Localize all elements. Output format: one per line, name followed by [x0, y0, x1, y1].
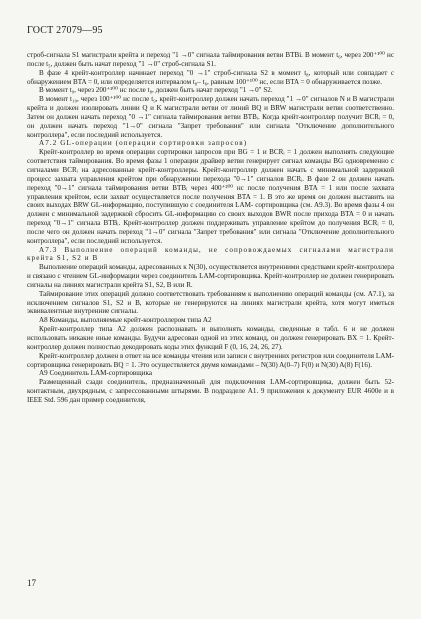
document-header: ГОСТ 27079—95 [27, 25, 103, 36]
paragraph: Выполнение операций команды, адресованных к N(30), осуществляется внутренними средствами крейт-контроллера и связано с чтением GL-информации через соединитель LAM-сортировщика. Крейт-контроллер не должен генерировать сигналы на линиях магистрали крейта S1, S2, B или R. [27, 263, 394, 289]
section-heading: А8 Команды, выполняемые крейт-контроллером типа A2 [39, 316, 212, 325]
paragraph: строб-сигнала S1 магистрали крейта и переход "1 →0" сигнала таймирования ветви BTBi. В момент t₆, через 200⁺¹⁰⁰ нс после t₅, должен быть начат переход "1 →0" строб-сигнала S1. [27, 51, 394, 68]
paragraph: Размещенный сзади соединитель, предназначенный для подключения LAM-сортировщика, должен быть 52-контактным, двухрядным, с запрессованными штырями. В подразделе A1. 9 приложения к документу EUR 4600e и в IEEE Std. 596 дан пример соединителя, [27, 378, 394, 404]
page-number: 17 [27, 578, 36, 588]
paragraph: Крейт-контроллер типа A2 должен распознавать и выполнять команды, сведенные в табл. 6 и не должен использовать никакие иные команды. Будучи адресован одной из этих команд, он должен генерировать BX = 1. Крейт-контроллер должен полностью декодировать коды этих функций F (0, 16, 24, 26, 27). [27, 325, 394, 351]
paragraph: Таймирование этих операций должно соответствовать требованиям к выполнению операций команды (см. A7.1), за исключением сигналов S1, S2 и B, которые не генерируются на линиях магистрали крейта, хотя могут иметься эквивалентные внутренние сигналы. [27, 289, 394, 316]
section-heading: А7.3 Выполнение операций команды, не сопровождаемых сигналами магистрали крейта S1, S2 и B [27, 245, 394, 263]
paragraph: В момент t₉, через 200⁺¹⁰⁰ нс после t₈, должен быть начат переход "1 →0" S2. [39, 86, 273, 95]
document-body [27, 51, 394, 405]
paragraph: Крейт-контроллер должен в ответ на все команды чтения или записи с внутренних регистров или соединителя LAM-сортировщика генерировать BQ = 1. Это осуществляется двумя командами – N(30) A(0–7) F(0) и N(30) A(8) F(16). [27, 351, 394, 369]
section-heading: А9 Соединитель LAM-сортировщика [39, 369, 153, 378]
paragraph: В фазе 4 крейт-контроллер начинает переход "0 →1" строб-сигнала S2 в момент t₈, который или совпадает с обнаружением BTA = 0, или определяется интервалом t₈– t₆, равным 100⁺¹⁰⁰ нс, если BTA = 0 обнаруживается позже. [27, 68, 394, 86]
paragraph: В момент t₁₀, через 100⁺¹⁰⁰ нс после t₉, крейт-контроллер должен начать переход "1 →0" сигналов N и B магистрали крейта и должен изолировать линии Q и K магистрали ветви от линий BQ и BRW магистрали ветви соответственно. Затем он должен начать переход "0 →1" сигнала таймирования ветви BTBᵢ. Когда крейт-контроллер получит BCRᵢ = 0, он должен начать переход "1→0" сигнала "Запрет требования" или сигнала "Отключение дополнительного контроллера", если последний используется. [27, 95, 394, 139]
section-heading: А7.2 GL-операции (операции сортировки запросов) [39, 139, 248, 148]
paragraph: Крейт-контроллер во время операции сортировки запросов при BG = 1 и BCRᵢ = 1 должен выполнять следующие соответствия таймирования. Во время фазы 1 операции драйвер ветви генерирует сигнал команды BG одновременно с сигналами BCRᵢ на адресованные крейт-контроллеры. Крейт-контроллер должен начать с минимальной задержкой процесс захвата управления крейтом при обнаружении перехода "0→1" сигналов BCRᵢ. В фазе 2 он должен начать переход "0→1" сигнала таймирования ветви BTBᵢ через 400⁺²⁰⁰ нс после получения BTA = 1 или после захвата управления крейтом, если захват осуществляется после получения BTA = 1. В это же время он должен выставить на своих выходах BRW GL-информацию, поступившую с соединителя LAM- сортировщика (см. A9.3). Во время фазы 4 он должен с минимальной задержкой сбросить GL-информацию со своих выходов BWR после прихода BTA = 0 и начать переход "0→1" сигнала BTBᵢ. Крейт-контроллер должен поддерживать управление крейтом до получения BCRᵢ = 0, после чего он должен начать переход "1→0" сигнала "Запрет требования" или сигнала "Отключение дополнительного контроллера", если последний используется. [27, 148, 394, 245]
